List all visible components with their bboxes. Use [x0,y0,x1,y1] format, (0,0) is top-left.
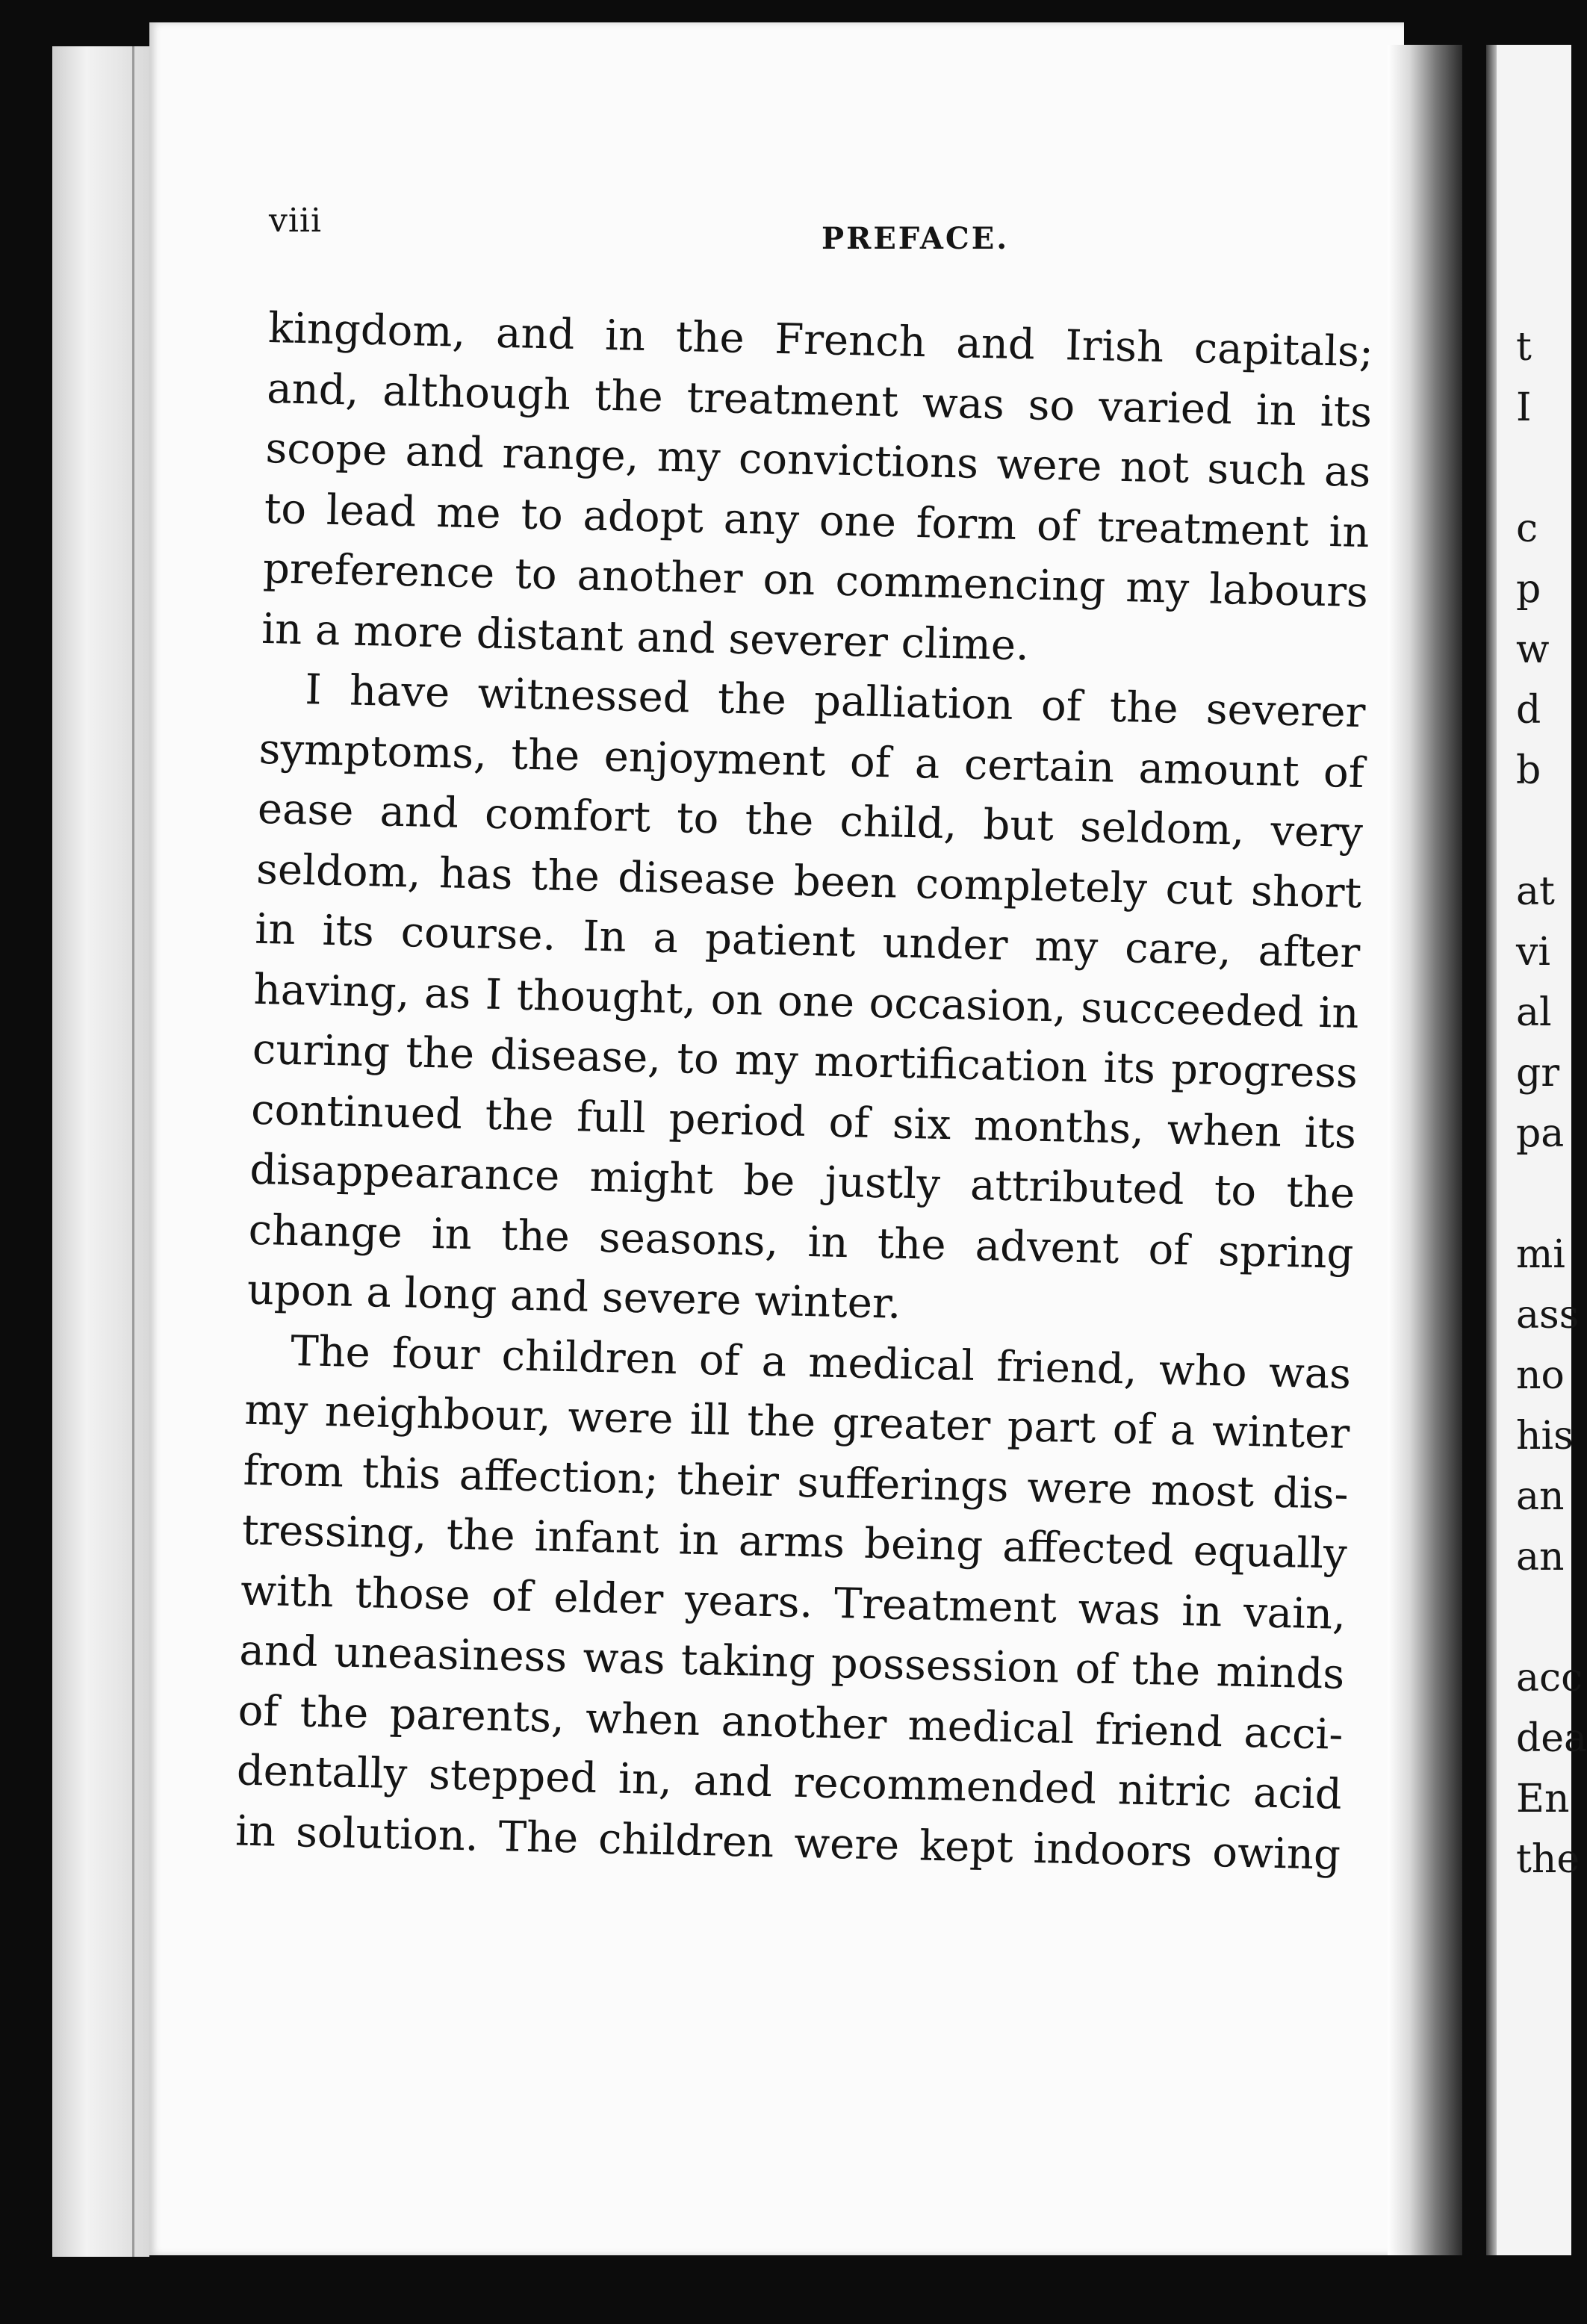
facing-line-fragment [1516,438,1571,499]
facing-line-fragment: ass [1516,1293,1580,1337]
facing-line-fragment: an [1516,1535,1565,1579]
running-head [269,202,1374,254]
facing-line-fragment: gr [1516,1051,1560,1096]
facing-line-fragment [1516,801,1571,862]
text-line: dentally stepped in, and recommended nitric acid [236,1746,1343,1819]
text-line: of the parents, when another medical friend acci- [237,1686,1344,1759]
text-line: curing the disease, to my mortification its progress [252,1025,1358,1099]
text-line: change in the seasons, in the advent of spring [248,1205,1355,1278]
facing-line-fragment: no [1516,1353,1565,1398]
running-title: PREFACE. [822,221,1010,256]
text-line: having, as I thought, on one occasion, succeeded in [253,965,1360,1038]
facing-line-fragment: c [1516,506,1538,551]
page-number: viii [269,202,323,240]
facing-line-fragment [1516,1164,1571,1225]
facing-line-fragment: an [1516,1474,1565,1519]
facing-line-fragment: dea [1516,1716,1587,1761]
facing-line-fragment [1516,1588,1571,1648]
facing-line-fragment: pa [1516,1111,1565,1156]
facing-line-fragment: acc [1516,1656,1583,1700]
text-line: I have witnessed the palliation of the severer [304,665,1366,738]
text-line: scope and range, my convictions were not such as [264,423,1371,497]
text-line: kingdom, and in the French and Irish capitals; [267,303,1374,377]
facing-line-fragment: vi [1516,930,1551,975]
text-line: in its course. In a patient under my care, after [254,904,1361,978]
text-line: my neighbour, were ill the greater part of a winter [243,1385,1350,1458]
text-line: disappearance might be justly attributed to the [249,1145,1355,1219]
facing-line-fragment: mi [1516,1232,1565,1277]
text-line: to lead me to adopt any one form of treatment in [264,484,1370,557]
text-line: in solution. The children were kept indoors owing [235,1806,1341,1880]
text-line: continued the full period of six months, when its [250,1085,1357,1158]
facing-line-fragment: w [1516,627,1550,672]
facing-line-fragment: t [1516,325,1532,370]
facing-line-fragment: al [1516,990,1552,1035]
text-line: The four children of a medical friend, who was [290,1326,1352,1399]
text-line: seldom, has the disease been completely cut short [255,845,1362,918]
text-line: and uneasiness was taking possession of the minds [238,1626,1345,1699]
facing-line-fragment: I [1516,385,1532,430]
text-line: ease and comfort to the child, but seldom, very [257,784,1364,858]
text-line: upon a long and severe winter. [246,1265,902,1329]
facing-line-fragment: the [1516,1837,1580,1882]
facing-line-fragment: d [1516,688,1541,733]
facing-line-fragment: at [1516,869,1555,914]
text-line: from this affection; their sufferings were most dis- [243,1446,1350,1519]
text-line: and, although the treatment was so varied in its [266,364,1373,437]
facing-line-fragment: his [1516,1414,1574,1458]
text-line: preference to another on commencing my labours [262,544,1369,618]
facing-line-fragment: En [1516,1777,1570,1821]
left-page-edge [52,46,149,2257]
facing-line-fragment: p [1516,567,1541,612]
text-line: tressing, the infant in arms being affected equally [241,1506,1348,1579]
text-line: symptoms, the enjoyment of a certain amount of [258,724,1365,798]
facing-line-fragment: b [1516,748,1541,793]
text-line: in a more distant and severer clime. [261,604,1030,670]
body-text [235,299,1373,1886]
facing-page-text [1516,317,1587,1890]
text-line: with those of elder years. Treatment was in vain, [240,1566,1347,1639]
book-gutter [1388,45,1462,2255]
